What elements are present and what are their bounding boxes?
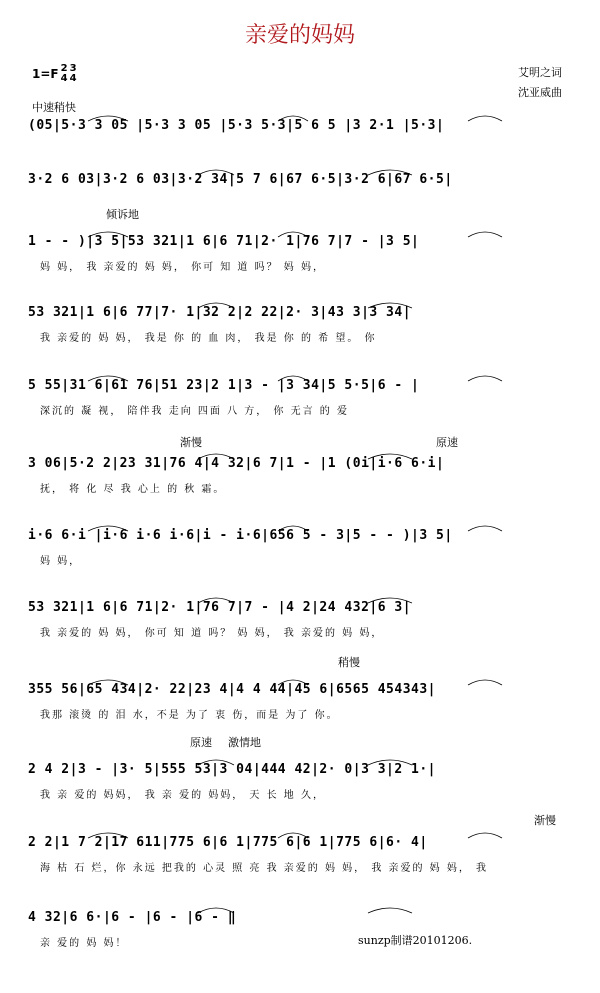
time-signature-1: 2 4 [60, 63, 68, 84]
lyrics-line: 亲 爱的 妈 妈！ [40, 938, 128, 949]
lyricist: 艾明之词 [518, 66, 562, 79]
slur-marks [28, 591, 568, 605]
lyrics-line: 我那 滚烫 的 泪 水，不是 为了 衷 伤，而是 为了 你。 [40, 710, 339, 721]
lyrics-line: 我 亲 爱的 妈妈， 我 亲 爱的 妈妈， 天 长 地 久， [40, 790, 325, 801]
key-signature [32, 64, 77, 84]
expression-jianman-2: 渐慢 [534, 814, 556, 827]
slur-marks [28, 519, 568, 533]
slur-marks [28, 901, 568, 915]
notation-line: 53 321|1 6|6 77|7· 1|32 2|2 22|2· 3|43 3|3 34| [28, 305, 412, 320]
notation-line: i·6 6·i |i·6 i·6 i·6|i - i·6|656 5 - 3|5 - - )|3 5| [28, 528, 453, 543]
notation-line: 1 - - )|3 5|53 321|1 6|6 71|2· 1|76 7|7 - |3 5| [28, 234, 420, 249]
slur-marks [28, 163, 568, 177]
lyrics-line: 我 亲爱的 妈 妈， 我是 你 的 血 肉， 我是 你 的 希 望。 你 [40, 333, 377, 344]
lyrics-line: 抚， 将 化 尽 我 心上 的 秋 霜。 [40, 484, 226, 495]
notation-line: 5 55|31 6|61 76|51 23|2 1|3 - |3 34|5 5·5|6 - | [28, 378, 420, 393]
composer: 沈亚威曲 [518, 86, 562, 99]
score-title: 亲爱的妈妈 [244, 23, 355, 48]
notation-line: (05|5·3 3 05 |5·3 3 05 |5·3 5·3|5 6 5 |3 2·1 |5·3| [28, 118, 445, 133]
lyrics-line: 妈 妈， 我 亲爱的 妈 妈， 你可 知 道 吗？ 妈 妈， [40, 262, 325, 273]
slur-marks [28, 673, 568, 687]
lyrics-line: 深沉的 凝 视， 陪伴我 走向 四面 八 方， 你 无言 的 爱 [40, 406, 349, 417]
expression-qingsu: 倾诉地 [106, 208, 139, 221]
time-signature-2: 3 4 [69, 63, 77, 84]
transcriber-credit: sunzp制谱20101206. [358, 934, 473, 947]
expression-yuansu: 原速 [436, 436, 458, 449]
notation-line: 2 4 2|3 - |3· 5|555 53|3 04|444 42|2· 0|3 3|2 1·| [28, 762, 437, 777]
slur-marks [28, 753, 568, 767]
tempo-mark: 中速稍快 [32, 101, 76, 114]
expression-shaoman: 稍慢 [338, 656, 360, 669]
notation-line: 3 06|5·2 2|23 31|76 4|4 32|6 7|1 - |1 (0i|i·6 6·i| [28, 456, 445, 471]
lyrics-line: 海 枯 石 烂，你 永远 把我的 心灵 照 亮 我 亲爱的 妈 妈， 我 亲爱的 妈 妈， 我 [40, 863, 489, 874]
expression-yuansu-2: 原速 [190, 736, 212, 749]
slur-marks [28, 369, 568, 383]
slur-marks [28, 447, 568, 461]
notation-line: 355 56|65 434|2· 22|23 4|4 4 44|45 6|6565 454343| [28, 682, 437, 697]
notation-line: 2 2|1 7 2|17 611|775 6|6 1|775 6|6 1|775 6|6· 4| [28, 835, 428, 850]
slur-marks [28, 826, 568, 840]
slur-marks [28, 109, 568, 123]
expression-jianman: 渐慢 [180, 436, 202, 449]
notation-line: 4 32|6 6·|6 - |6 - |6 - ‖ [28, 910, 237, 925]
notation-line: 3·2 6 03|3·2 6 03|3·2 34|5 7 6|67 6·5|3·2 6|67 6·5| [28, 172, 453, 187]
lyrics-line: 我 亲爱的 妈 妈， 你可 知 道 吗？ 妈 妈， 我 亲爱的 妈 妈， [40, 628, 384, 639]
slur-marks [28, 225, 568, 239]
slur-marks [28, 296, 568, 310]
key-label: 1=F [32, 67, 59, 81]
lyrics-line: 妈 妈， [40, 556, 82, 567]
notation-line: 53 321|1 6|6 71|2· 1|76 7|7 - |4 2|24 432|6 3| [28, 600, 412, 615]
expression-jiqing: 激情地 [228, 736, 261, 749]
